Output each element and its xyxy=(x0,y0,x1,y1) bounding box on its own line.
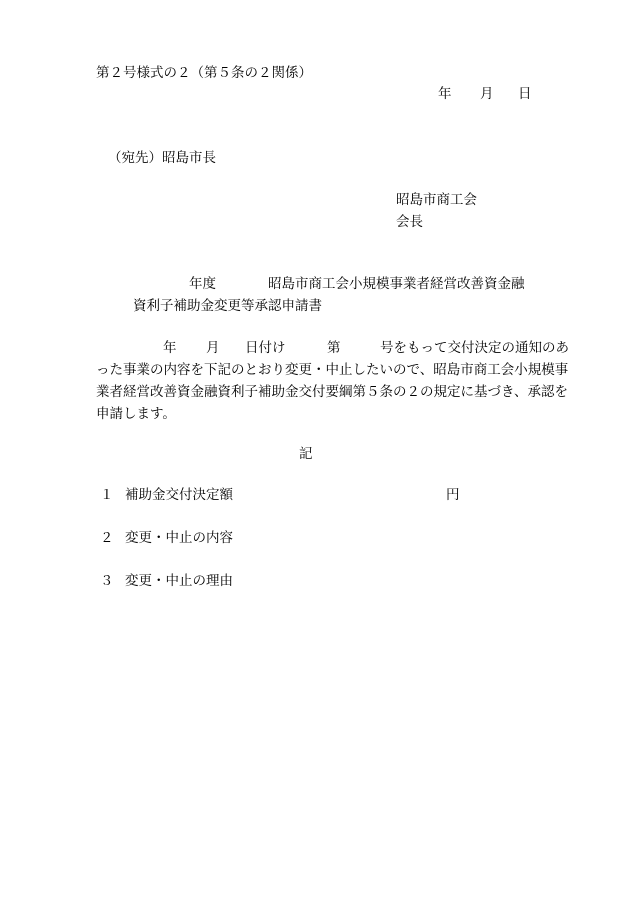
item-1-label: 補助金交付決定額 xyxy=(125,487,233,503)
date-year-label: 年 xyxy=(438,86,452,102)
document-title-line2: 資利子補助金変更等承認申請書 xyxy=(133,298,322,314)
body-date-suffix: 日付け xyxy=(245,340,286,356)
body-line2: った事業の内容を下記のとおり変更・中止したいので、昭島市商工会小規模事 xyxy=(96,362,569,378)
document-title-line1: 昭島市商工会小規模事業者経営改善資金融 xyxy=(268,276,525,292)
form-number: 第２号様式の２（第５条の２関係） xyxy=(96,65,312,81)
date-month-label: 月 xyxy=(480,86,494,102)
addressee: （宛先）昭島市長 xyxy=(108,150,216,166)
body-line1-rest: 号をもって交付決定の通知のあ xyxy=(380,340,569,356)
date-day-label: 日 xyxy=(518,86,532,102)
item-2-label: 変更・中止の内容 xyxy=(125,530,233,546)
item-2-number: ２ xyxy=(100,530,114,546)
ki-heading: 記 xyxy=(299,446,313,462)
body-month-label: 月 xyxy=(206,340,220,356)
item-3-number: ３ xyxy=(100,573,114,589)
body-year-label: 年 xyxy=(163,340,177,356)
applicant-title: 会長 xyxy=(396,214,423,230)
document-title-year: 年度 xyxy=(189,276,216,292)
body-line3: 業者経営改善資金融資利子補助金交付要綱第５条の２の規定に基づき、承認を xyxy=(96,384,568,400)
item-1-number: １ xyxy=(100,487,114,503)
item-1-unit: 円 xyxy=(446,487,460,503)
body-number-prefix: 第 xyxy=(327,340,341,356)
item-3-label: 変更・中止の理由 xyxy=(125,573,233,589)
applicant-organization: 昭島市商工会 xyxy=(396,192,477,208)
body-line4: 申請します。 xyxy=(96,406,176,422)
